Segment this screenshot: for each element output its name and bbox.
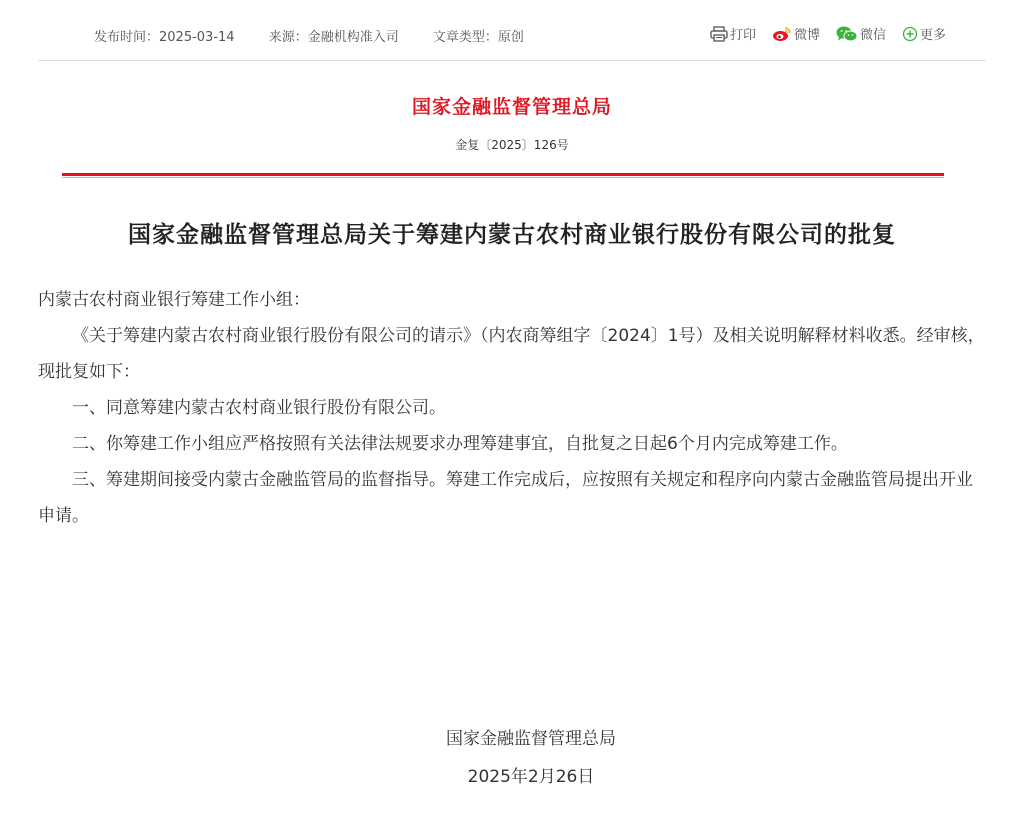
plus-circle-icon <box>902 26 918 42</box>
wechat-icon <box>836 26 858 42</box>
signature-date: 2025年2月26日 <box>467 767 595 787</box>
article-type: 文章类型：原创 <box>432 30 524 45</box>
weibo-icon <box>772 26 792 42</box>
salutation: 内蒙古农村商业银行筹建工作小组： <box>38 290 310 310</box>
body-paragraph: 《关于筹建内蒙古农村商业银行股份有限公司的请示》（内农商筹组字〔2024〕1号）及相关说明解释材料收悉。经审核，现批复如下： <box>38 326 985 382</box>
wechat-share-button[interactable] <box>836 24 886 43</box>
publish-time: 发布时间：2025-03-14 <box>94 30 235 45</box>
red-divider-thin <box>62 177 944 178</box>
weibo-share-button[interactable] <box>772 24 820 43</box>
document-org-header: 国家金融监督管理总局 <box>411 96 612 118</box>
body-paragraph: 二、你筹建工作小组应严格按照有关法律法规要求办理筹建事宜，自批复之日起6个月内完成筹建工作。 <box>72 434 848 454</box>
print-label: 打印 <box>729 28 756 43</box>
more-share-button[interactable] <box>902 24 946 43</box>
article-meta-bar <box>38 0 986 61</box>
document-body <box>38 282 986 534</box>
printer-icon <box>710 26 728 42</box>
weibo-label: 微博 <box>793 28 820 43</box>
document-title: 国家金融监督管理总局关于筹建内蒙古农村商业银行股份有限公司的批复 <box>128 222 896 248</box>
more-label: 更多 <box>919 28 946 43</box>
signature-org: 国家金融监督管理总局 <box>446 729 616 749</box>
wechat-label: 微信 <box>859 28 886 43</box>
body-paragraph: 三、筹建期间接受内蒙古金融监管局的监督指导。筹建工作完成后，应按照有关规定和程序向内蒙古金融监管局提出开业申请。 <box>38 470 973 526</box>
print-button[interactable] <box>710 24 756 43</box>
body-paragraph: 一、同意筹建内蒙古农村商业银行股份有限公司。 <box>72 398 446 418</box>
article-source: 来源：金融机构准入司 <box>268 30 399 45</box>
article-meta-info <box>94 26 554 45</box>
red-divider <box>62 173 944 176</box>
share-toolbar <box>694 24 946 43</box>
document-number: 金复〔2025〕126号 <box>455 138 569 152</box>
